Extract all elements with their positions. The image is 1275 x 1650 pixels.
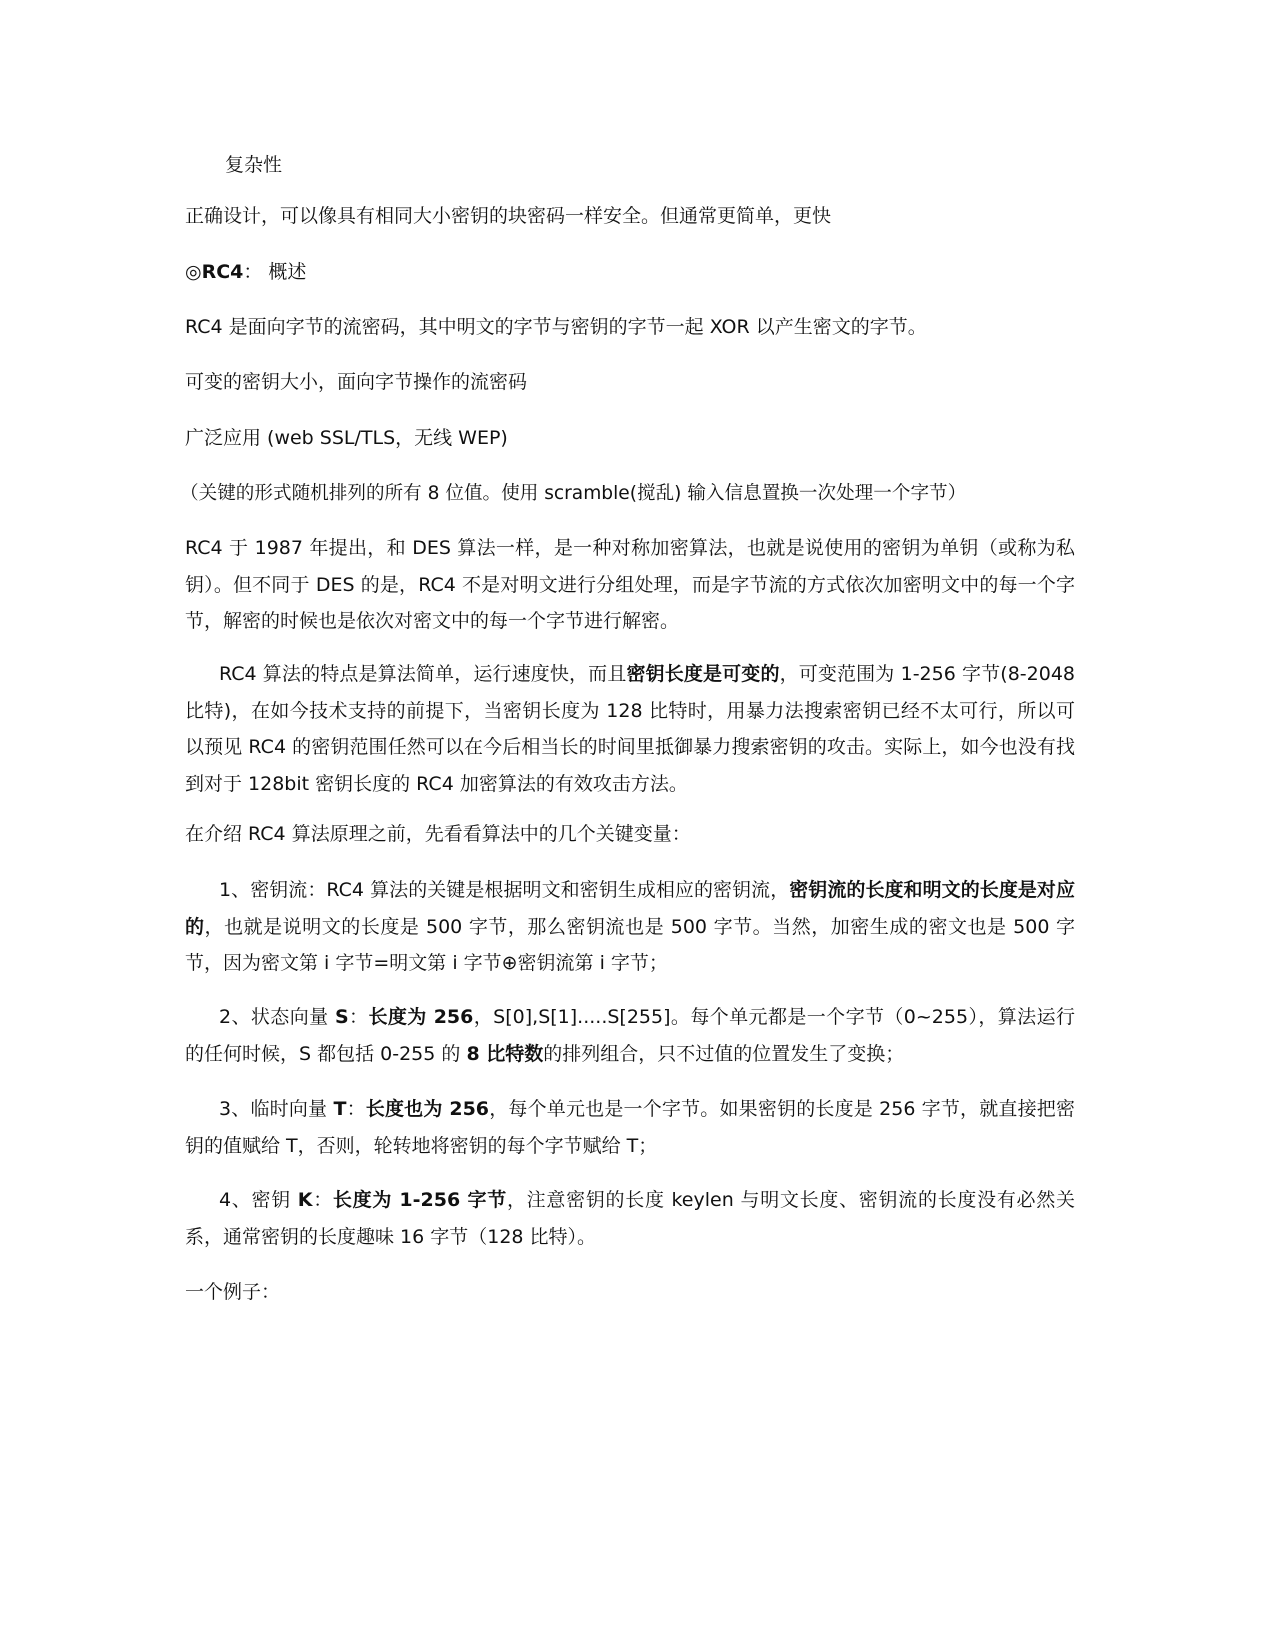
variable-key-note: 可变的密钥大小，面向字节操作的流密码	[185, 371, 528, 393]
item2-text-e: ，S[0],S[1].....S[255]。每个单元都是一个字节（0~255），算法运行的任何时候，S 都包括 0-255 的	[185, 1006, 1075, 1065]
item3-text-e: ，每个单元也是一个字节。如果密钥的长度是 256 字节，就直接把密钥的值赋给 T，否则，轮转地将密钥的每个字节赋给 T；	[185, 1098, 1075, 1157]
features-paragraph	[185, 656, 1075, 802]
item2-bits: 8 比特数	[466, 1042, 544, 1065]
item2-text-g: 的排列组合，只不过值的位置发生了变换；	[543, 1042, 905, 1065]
item-key	[185, 1182, 1075, 1255]
item1-text-a: 1、密钥流：RC4 算法的关键是根据明文和密钥生成相应的密钥流，	[219, 879, 790, 901]
overview-heading	[185, 254, 1075, 290]
widely-used-note: 广泛应用 (web SSL/TLS，无线 WEP)	[185, 427, 508, 449]
heading-complexity: 复杂性	[225, 154, 283, 176]
item2-text-a: 2、状态向量	[219, 1006, 335, 1028]
item3-colon: ：	[346, 1098, 366, 1120]
item2-length: 长度为 256	[368, 1006, 474, 1028]
rc4-definition: RC4 是面向字节的流密码，其中明文的字节与密钥的字节一起 XOR 以产生密文的字节。	[185, 316, 927, 338]
example-heading: 一个例子：	[185, 1281, 281, 1303]
history-paragraph: RC4 于 1987 年提出，和 DES 算法一样，是一种对称加密算法，也就是说使用的密钥为单钥（或称为私钥）。但不同于 DES 的是，RC4 不是对明文进行分组处理，而是字节流的方式依次加密明文中的每一个字节，解密的时候也是依次对密文中的每一个字节进行解密。	[185, 537, 1075, 632]
item4-colon: ：	[312, 1189, 333, 1211]
item-state-vector	[185, 999, 1075, 1072]
item3-text-a: 3、临时向量	[219, 1098, 334, 1120]
design-note: 正确设计，可以像具有相同大小密钥的块密码一样安全。但通常更简单，更快	[185, 205, 832, 227]
item4-text-a: 4、密钥	[219, 1189, 298, 1211]
item4-k: K	[297, 1189, 313, 1211]
intro-variables: 在介绍 RC4 算法原理之前，先看看算法中的几个关键变量：	[185, 823, 691, 845]
key-note: （关键的形式随机排列的所有 8 位值。使用 scramble(搅乱) 输入信息置换一次处理一个字节）	[180, 483, 967, 504]
item1-text-c: ，也就是说明文的长度是 500 字节，那么密钥流也是 500 字节。当然，加密生成的密文也是 500 字节，因为密文第 i 字节=明文第 i 字节⊕密钥流第 i 字节；	[185, 915, 1075, 974]
overview-symbol: ◎	[185, 261, 202, 283]
features-text-c: ，可变范围为 1-256 字节(8-2048 比特)，在如今技术支持的前提下，当密钥长度为 128 比特时，用暴力法搜索密钥已经不太可行，所以可以预见 RC4 的密钥范围任然可以在今后相当长的时间里抵御暴力搜索密钥的攻击。实际上，如今也没有找到对于 128bit 密钥长度的 RC4 加密算法的有效攻击方法。	[185, 663, 1075, 795]
item2-colon: ：	[348, 1006, 369, 1028]
item4-length: 长度为 1-256 字节	[332, 1189, 507, 1211]
overview-rc4: RC4	[201, 261, 244, 283]
item3-length: 长度也为 256	[365, 1098, 490, 1120]
overview-suffix: ： 概述	[243, 261, 307, 283]
item3-t: T	[333, 1098, 347, 1120]
item4-text-e: ，注意密钥的长度 keylen 与明文长度、密钥流的长度没有必然关系，通常密钥的长度趣味 16 字节（128 比特）。	[185, 1189, 1075, 1248]
item2-s: S	[334, 1006, 349, 1028]
item-temp-vector	[185, 1091, 1075, 1164]
features-text-a: RC4 算法的特点是算法简单，运行速度快，而且	[219, 663, 627, 685]
features-bold: 密钥长度是可变的	[626, 663, 780, 685]
item-keystream	[185, 872, 1075, 982]
item1-bold: 密钥流的长度和明文的长度是对应的	[185, 879, 1075, 938]
